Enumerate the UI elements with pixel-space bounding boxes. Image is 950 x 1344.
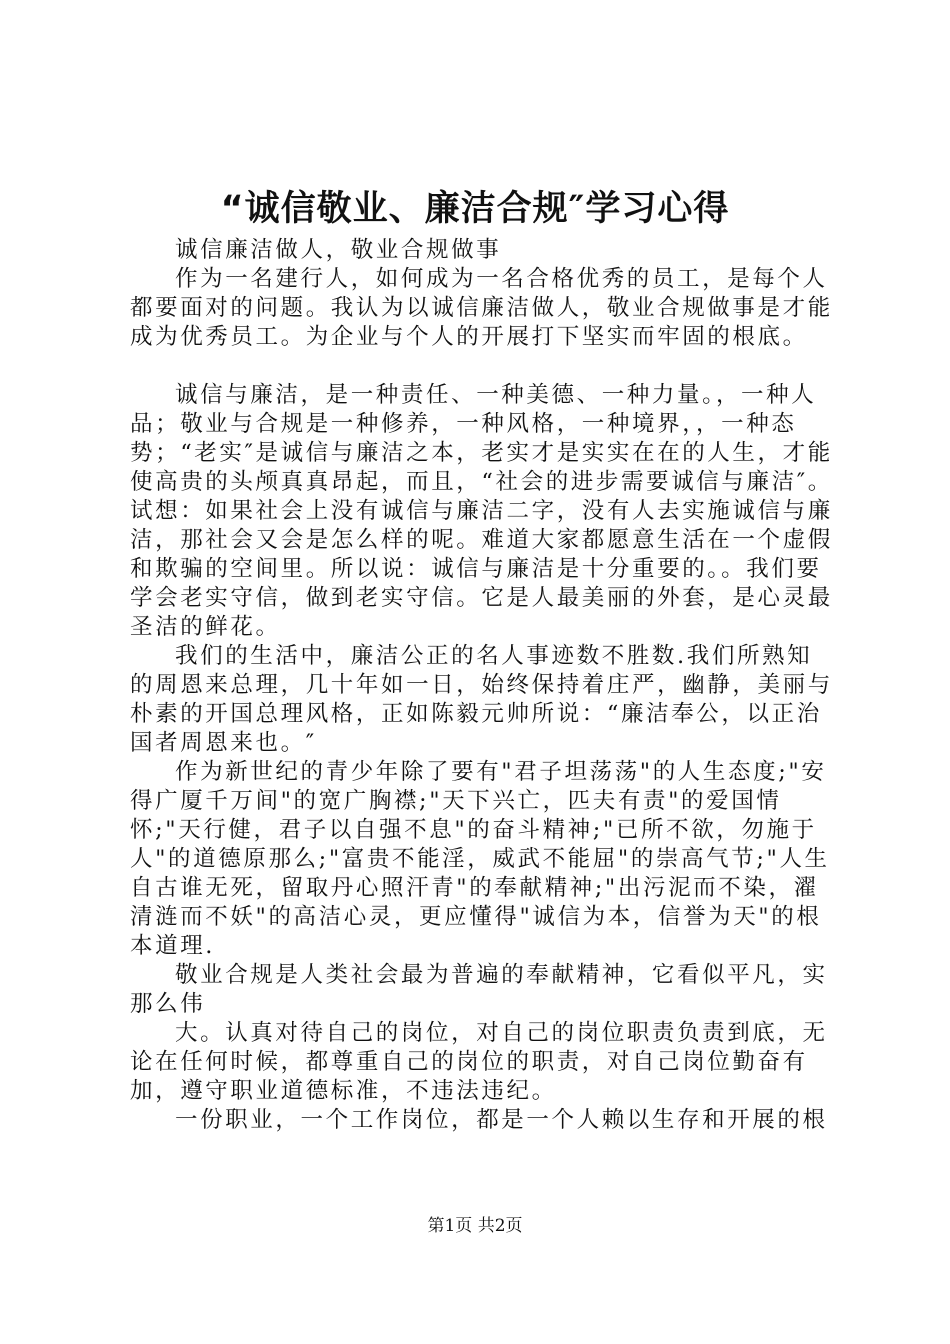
page-number-footer: 第1页 共2页 [427,1216,523,1236]
document-title: “诚信敬业、廉洁合规″学习心得 [220,189,730,229]
paragraph: 一份职业，一个工作岗位，都是一个人赖以生存和开展的根 [175,1107,828,1133]
paragraph: 作为新世纪的青少年除了要有"君子坦荡荡"的人生态度;"安得广厦千万间"的宽广胸襟;"天下兴亡，匹夫有责"的爱国情怀;"天行健，君子以自强不息"的奋斗精神;"已所不欲，勿施于人"的道德原那么;"富贵不能淫，威武不能屈"的崇高气节;"人生自古谁无死，留取丹心照汗青"的奉献精神;"出污泥而不染，濯清涟而不妖"的高洁心灵，更应懂得"诚信为本，信誉为天"的根本道理. [130,759,830,959]
paragraph: 我们的生活中，廉洁公正的名人事迹数不胜数.我们所熟知的周恩来总理，几十年如一日，始终保持着庄严，幽静，美丽与朴素的开国总理风格，正如陈毅元帅所说：“廉洁奉公，以正治国者周恩来也。″ [130,643,833,756]
paragraph-subtitle: 诚信廉洁做人，敬业合规做事 [175,237,502,263]
document-body [130,236,835,1135]
paragraph: 作为一名建行人，如何成为一名合格优秀的员工，是每个人都要面对的问题。我认为以诚信廉洁做人，敬业合规做事是才能成为优秀员工。为企业与个人的开展打下坚实而牢固的根底。 [130,266,833,350]
paragraph: 大。认真对待自己的岗位，对自己的岗位职责负责到底，无论在任何时候，都尊重自己的岗位的职责，对自己岗位勤奋有加，遵守职业道德标准，不违法违纪。 [130,1020,828,1104]
paragraph: 敬业合规是人类社会最为普遍的奉献精神，它看似平凡，实那么伟 [130,962,828,1017]
paragraph: 诚信与廉洁，是一种责任、一种美德、一种力量。，一种人品；敬业与合规是一种修养，一种风格，一种境界，，一种态势；“老实″是诚信与廉洁之本，老实才是实实在在的人生，才能使高贵的头颅真真昂起，而且，“社会的进步需要诚信与廉洁″。试想：如果社会上没有诚信与廉洁二字，没有人去实施诚信与廉洁，那社会又会是怎么样的呢。难道大家都愿意生活在一个虚假和欺骗的空间里。所以说：诚信与廉洁是十分重要的。。我们要学会老实守信，做到老实守信。它是人最美丽的外套，是心灵最圣洁的鲜花。 [130,382,833,640]
